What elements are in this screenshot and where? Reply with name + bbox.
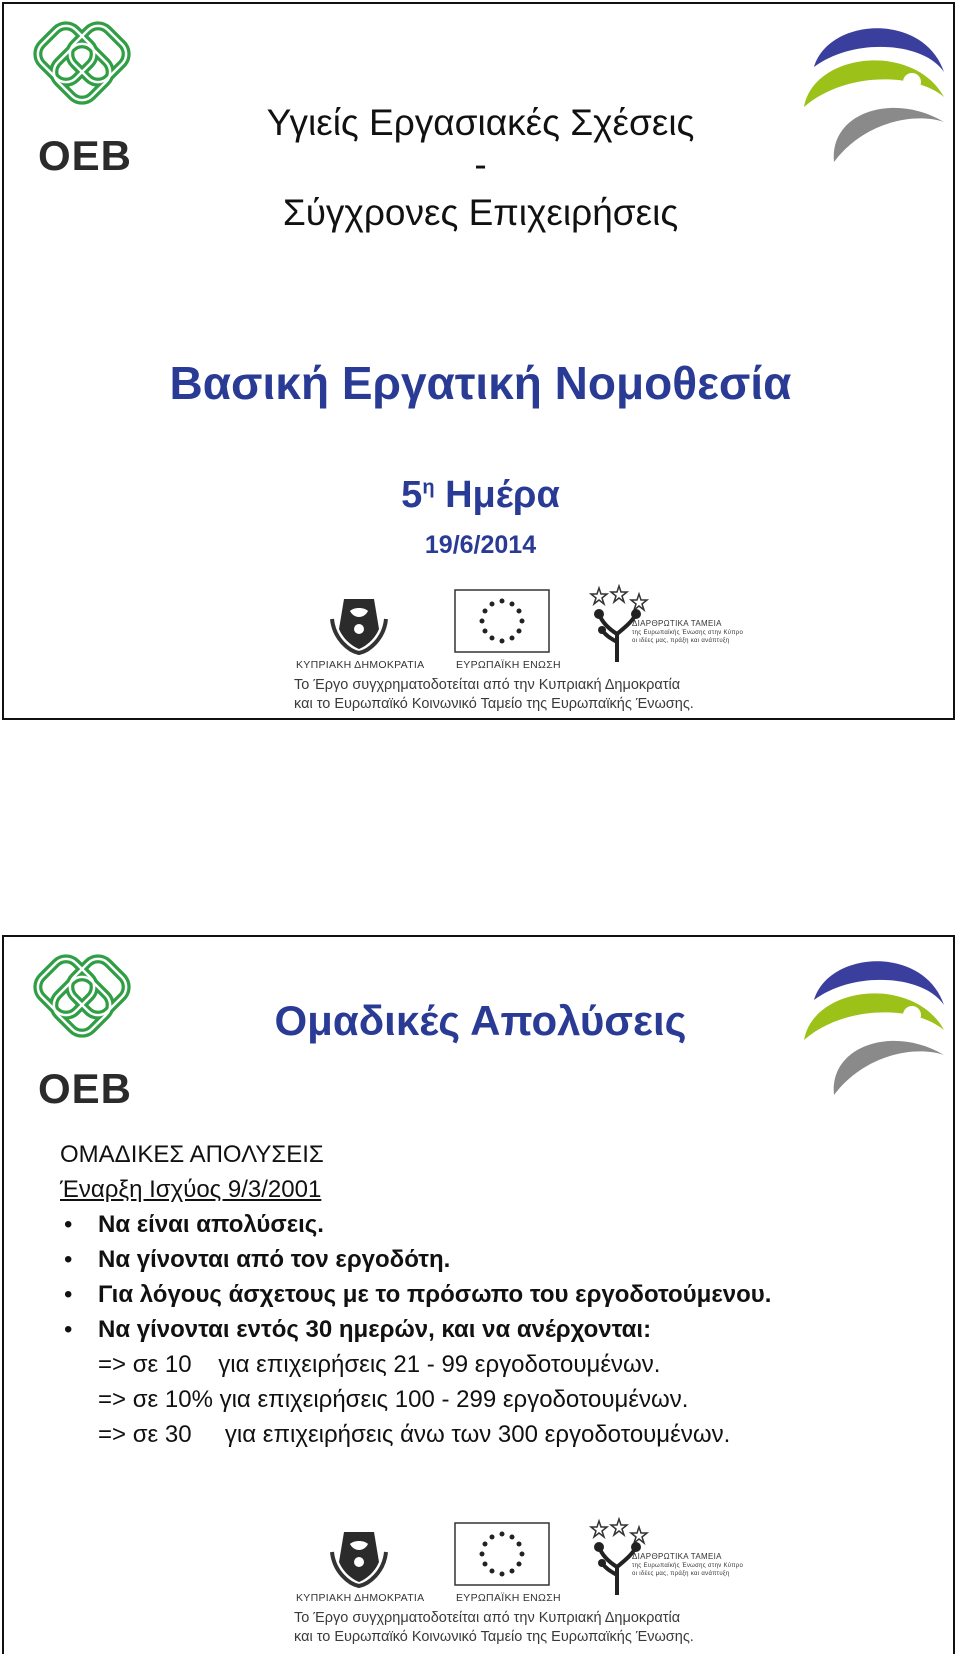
footer-cofunding-text xyxy=(294,1609,724,1647)
section-heading: ΟΜΑΔΙΚΕΣ ΑΠΟΛΥΣΕΙΣ xyxy=(60,1141,324,1168)
title-line-1: Υγιείς Εργασιακές Σχέσεις xyxy=(266,102,695,143)
oeb-logo-text: OEB xyxy=(38,132,133,179)
funds-subcaption-1: της Ευρωπαϊκής Ένωσης στην Κύπρο xyxy=(632,1563,744,1569)
day-word: Ημέρα xyxy=(445,474,560,516)
subtitle: Βασική Εργατική Νομοθεσία xyxy=(169,357,792,409)
title-line-2: Σύγχρονες Επιχειρήσεις xyxy=(282,192,679,233)
slide-2 xyxy=(2,935,955,1654)
bullet-item: • Να είναι απολύσεις. xyxy=(64,1211,324,1238)
sub-line: => σε 10 για επιχειρήσεις 21 - 99 εργοδοτουμένων. xyxy=(98,1351,661,1378)
slide-1 xyxy=(2,2,955,720)
day-superscript: η xyxy=(422,476,435,499)
funds-subcaption-1: της Ευρωπαϊκής Ένωσης στην Κύπρο xyxy=(632,630,744,636)
sub-line: => σε 10% για επιχειρήσεις 100 - 299 εργοδοτουμένων. xyxy=(98,1386,689,1413)
footer-line-1: Το Έργο συγχρηματοδοτείται από την Κυπριακή Δημοκρατία xyxy=(294,677,681,693)
cyprus-emblem-icon xyxy=(324,1522,394,1590)
funds-caption: ΔΙΑΡΘΡΩΤΙΚΑ ΤΑΜΕΙΑ xyxy=(632,619,722,628)
day-label xyxy=(4,474,957,517)
eu-flag-icon xyxy=(454,589,550,653)
funds-caption: ΔΙΑΡΘΡΩΤΙΚΑ ΤΑΜΕΙΑ xyxy=(632,1552,722,1561)
cyprus-caption: ΚΥΠΡΙΑΚΗ ΔΗΜΟΚΡΑΤΙΑ xyxy=(296,1592,425,1604)
day-number: 5 xyxy=(401,474,423,516)
bullet-item: • Να γίνονται εντός 30 ημερών, και να ανέρχονται: xyxy=(64,1316,652,1343)
funds-subcaption-2: οι ιδέες μας, πράξη και ανάπτυξη xyxy=(632,1571,730,1577)
eu-caption: ΕΥΡΩΠΑΪΚΗ ΕΝΩΣΗ xyxy=(456,1592,561,1604)
slide-body xyxy=(60,1137,771,1452)
eu-caption: ΕΥΡΩΠΑΪΚΗ ΕΝΩΣΗ xyxy=(456,659,561,671)
cyprus-caption: ΚΥΠΡΙΑΚΗ ΔΗΜΟΚΡΑΤΙΑ xyxy=(296,659,425,671)
eu-flag-icon xyxy=(454,1522,550,1586)
cyprus-emblem-icon xyxy=(324,589,394,657)
footer-line-1: Το Έργο συγχρηματοδοτείται από την Κυπριακή Δημοκρατία xyxy=(294,1610,681,1626)
funds-subcaption-2: οι ιδέες μας, πράξη και ανάπτυξη xyxy=(632,638,730,644)
slide-title: Ομαδικές Απολύσεις xyxy=(274,997,687,1044)
footer-cofunding-text xyxy=(294,676,724,714)
date: 19/6/2014 xyxy=(424,531,537,559)
footer-line-2: και το Ευρωπαϊκό Κοινωνικό Ταμείο της Ευρωπαϊκής Ένωσης. xyxy=(294,1629,694,1645)
oeb-logo-text: OEB xyxy=(38,1065,133,1112)
footer-line-2: και το Ευρωπαϊκό Κοινωνικό Ταμείο της Ευρωπαϊκής Ένωσης. xyxy=(294,696,694,712)
bullet-item: • Για λόγους άσχετους με το πρόσωπο του εργοδοτούμενου. xyxy=(64,1281,772,1308)
sub-line: => σε 30 για επιχειρήσεις άνω των 300 εργοδοτουμένων. xyxy=(98,1421,731,1448)
title-separator: - xyxy=(474,144,487,185)
bullet-item: • Να γίνονται από τον εργοδότη. xyxy=(64,1246,451,1273)
effective-date: Έναρξη Ισχύος 9/3/2001 xyxy=(60,1176,322,1203)
